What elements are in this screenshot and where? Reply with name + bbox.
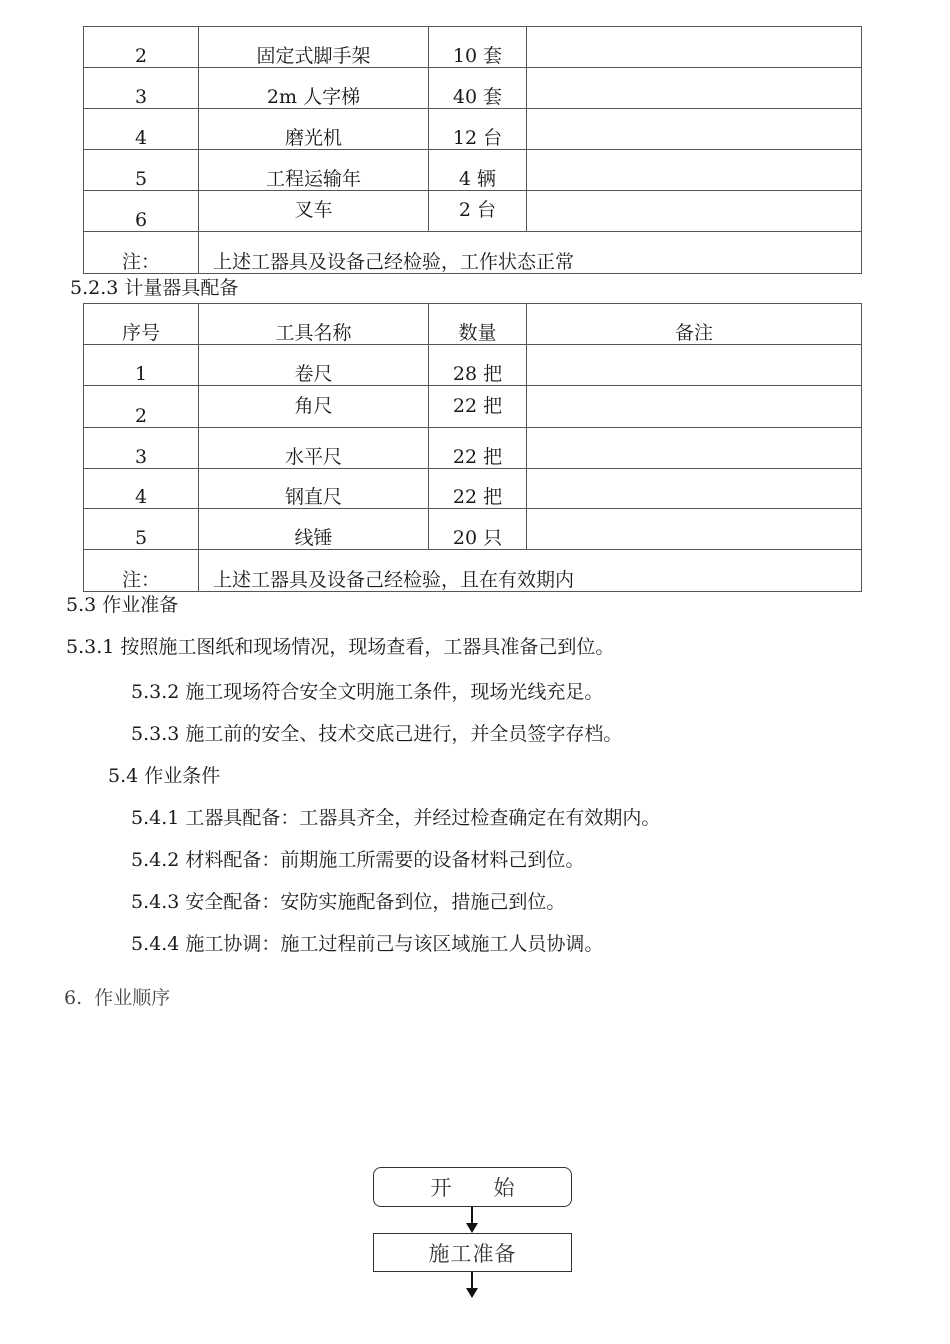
tool-qty: 20 只	[429, 509, 527, 550]
table-header-row	[84, 304, 862, 345]
equipment-name: 磨光机	[199, 109, 429, 150]
table-row	[84, 68, 862, 109]
equipment-qty: 40 套	[429, 68, 527, 109]
paragraph-531: 5.3.1 按照施工图纸和现场情况，现场查看，工器具准备己到位。	[66, 636, 615, 658]
table-row	[84, 27, 862, 68]
table-row	[84, 509, 862, 550]
note-label: 注：	[84, 550, 199, 592]
note-label: 注：	[84, 232, 199, 274]
paragraph-533: 5.3.3 施工前的安全、技术交底己进行，并全员签字存档。	[131, 723, 623, 745]
equipment-qty: 10 套	[429, 27, 527, 68]
flow-start-box	[373, 1167, 572, 1207]
tool-qty: 28 把	[429, 345, 527, 386]
row-number: 3	[84, 68, 199, 109]
header-no: 序号	[84, 304, 199, 345]
table-row	[84, 345, 862, 386]
row-number: 1	[84, 345, 199, 386]
equipment-table	[83, 26, 862, 274]
note-text: 上述工器具及设备己经检验，工作状态正常	[199, 232, 862, 274]
equipment-note	[527, 150, 862, 191]
table-row	[84, 109, 862, 150]
table-row	[84, 150, 862, 191]
equipment-qty: 4 辆	[429, 150, 527, 191]
header-note: 备注	[527, 304, 862, 345]
row-number: 2	[84, 27, 199, 68]
table-row	[84, 386, 862, 428]
tool-qty: 22 把	[429, 469, 527, 509]
flow-arrow-1	[462, 1207, 482, 1234]
tool-note	[527, 428, 862, 469]
section-heading-6: 6. 作业顺序	[64, 987, 171, 1009]
section-heading-523: 5.2.3 计量器具配备	[70, 277, 239, 299]
paragraph-543: 5.4.3 安全配备：安防实施配备到位，措施己到位。	[131, 891, 566, 913]
equipment-qty: 12 台	[429, 109, 527, 150]
table-row	[84, 428, 862, 469]
equipment-note	[527, 27, 862, 68]
section-heading-53: 5.3 作业准备	[66, 594, 179, 616]
table-note-row	[84, 232, 862, 274]
row-number: 5	[84, 509, 199, 550]
tool-name: 水平尺	[199, 428, 429, 469]
tool-name: 角尺	[199, 386, 429, 428]
note-text: 上述工器具及设备己经检验，且在有效期内	[199, 550, 862, 592]
tool-note	[527, 509, 862, 550]
equipment-note	[527, 109, 862, 150]
flow-start-label: 开 始	[430, 1176, 515, 1200]
tool-name: 钢直尺	[199, 469, 429, 509]
equipment-name: 工程运输年	[199, 150, 429, 191]
equipment-name: 2m 人字梯	[199, 68, 429, 109]
table-note-row	[84, 550, 862, 592]
header-qty: 数量	[429, 304, 527, 345]
equipment-note	[527, 68, 862, 109]
tool-name: 线锤	[199, 509, 429, 550]
paragraph-541: 5.4.1 工器具配备：工器具齐全，并经过检查确定在有效期内。	[131, 807, 661, 829]
flow-arrow-2	[462, 1272, 482, 1300]
paragraph-532: 5.3.2 施工现场符合安全文明施工条件，现场光线充足。	[131, 681, 604, 703]
paragraph-544: 5.4.4 施工协调：施工过程前己与该区域施工人员协调。	[131, 933, 604, 955]
equipment-qty: 2 台	[429, 191, 527, 232]
tool-note	[527, 386, 862, 428]
paragraph-542: 5.4.2 材料配备：前期施工所需要的设备材料己到位。	[131, 849, 585, 871]
tool-name: 卷尺	[199, 345, 429, 386]
equipment-name: 固定式脚手架	[199, 27, 429, 68]
row-number: 6	[84, 191, 199, 232]
equipment-name: 叉车	[199, 191, 429, 232]
row-number: 3	[84, 428, 199, 469]
tool-note	[527, 345, 862, 386]
row-number: 5	[84, 150, 199, 191]
tool-qty: 22 把	[429, 428, 527, 469]
table-row	[84, 191, 862, 232]
row-number: 2	[84, 386, 199, 428]
row-number: 4	[84, 109, 199, 150]
row-number: 4	[84, 469, 199, 509]
table-row	[84, 469, 862, 509]
section-heading-54: 5.4 作业条件	[108, 765, 221, 787]
flow-step-prepare-label: 施工准备	[428, 1241, 517, 1266]
equipment-note	[527, 191, 862, 232]
header-name: 工具名称	[199, 304, 429, 345]
measuring-tools-table	[83, 303, 862, 592]
tool-note	[527, 469, 862, 509]
flow-step-prepare	[373, 1233, 572, 1272]
tool-qty: 22 把	[429, 386, 527, 428]
